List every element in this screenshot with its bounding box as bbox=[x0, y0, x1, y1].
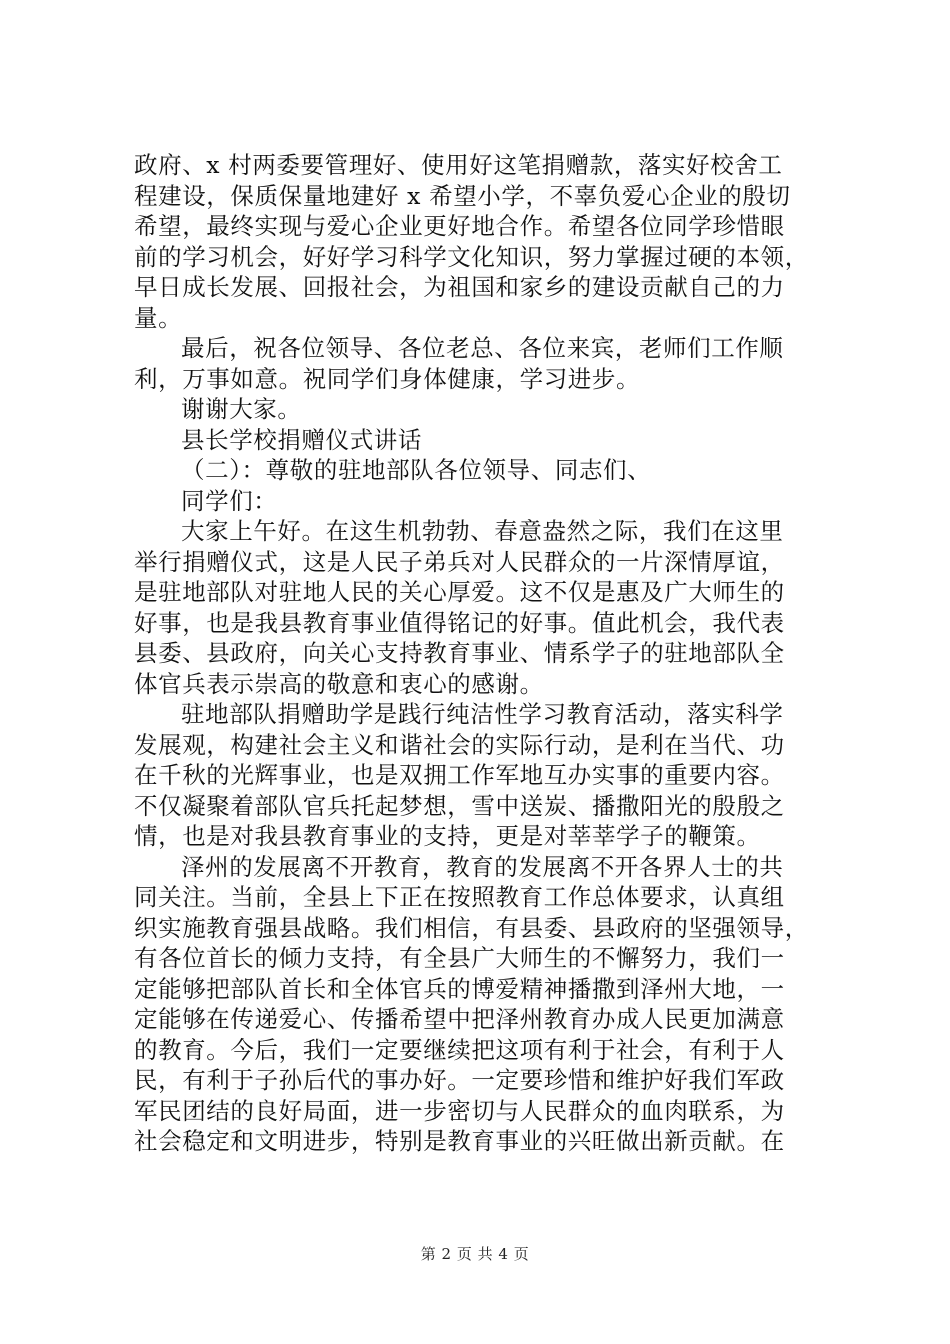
text-line: 好事，也是我县教育事业值得铭记的好事。值此机会，我代表 bbox=[134, 608, 785, 637]
text-line: 利，万事如意。祝同学们身体健康，学习进步。 bbox=[134, 364, 641, 393]
text-line: 在千秋的光辉事业，也是双拥工作军地互办实事的重要内容。 bbox=[134, 761, 785, 789]
text-line: 体官兵表示崇高的敬意和衷心的感谢。 bbox=[134, 669, 544, 698]
text-line: 织实施教育强县战略。我们相信，有县委、县政府的坚强领导， bbox=[134, 913, 809, 942]
document-body bbox=[134, 150, 834, 1157]
text-line: 军民团结的良好局面，进一步密切与人民群众的血肉联系，为 bbox=[134, 1096, 785, 1125]
text-line: 量。 bbox=[134, 303, 183, 332]
text-line: 定能够把部队首长和全体官兵的博爱精神播撒到泽州大地，一 bbox=[134, 974, 785, 1003]
text-line: 的教育。今后，我们一定要继续把这项有利于社会，有利于人 bbox=[134, 1035, 785, 1064]
text-line: 定能够在传递爱心、传播希望中把泽州教育办成人民更加满意 bbox=[134, 1005, 785, 1033]
text-line: 同关注。当前，全县上下正在按照教育工作总体要求，认真组 bbox=[134, 883, 785, 911]
text-line: 社会稳定和文明进步，特别是教育事业的兴旺做出新贡献。在 bbox=[134, 1127, 785, 1155]
paragraph-start-line: 大家上午好。在这生机勃勃、春意盎然之际，我们在这里 bbox=[181, 517, 784, 545]
text-line: 前的学习机会，好好学习科学文化知识，努力掌握过硬的本领， bbox=[134, 242, 809, 271]
text-line: 是驻地部队对驻地人民的关心厚爱。这不仅是惠及广大师生的 bbox=[134, 578, 785, 606]
salutation-line: 同学们： bbox=[181, 486, 278, 515]
text-line: 政府、x 村两委要管理好、使用好这笔捐赠款，落实好校舍工 bbox=[134, 151, 783, 179]
paragraph-start-line: 谢谢大家。 bbox=[181, 395, 302, 423]
text-line: 发展观，构建社会主义和谐社会的实际行动，是利在当代、功 bbox=[134, 730, 785, 759]
paragraph-start-line: 泽州的发展离不开教育，教育的发展离不开各界人士的共 bbox=[181, 852, 784, 881]
salutation-line: （二）：尊敬的驻地部队各位领导、同志们、 bbox=[181, 456, 652, 484]
paragraph-start-line: 驻地部队捐赠助学是践行纯洁性学习教育活动，落实科学 bbox=[181, 700, 784, 728]
text-line: 举行捐赠仪式，这是人民子弟兵对人民群众的一片深情厚谊， bbox=[134, 547, 785, 576]
page-number-footer: 第 2 页 共 4 页 bbox=[420, 1245, 530, 1263]
text-line: 民，有利于子孙后代的事办好。一定要珍惜和维护好我们军政 bbox=[134, 1066, 785, 1094]
text-line: 情，也是对我县教育事业的支持，更是对莘莘学子的鞭策。 bbox=[134, 822, 761, 850]
paragraph-start-line: 最后，祝各位领导、各位老总、各位来宾，老师们工作顺 bbox=[181, 334, 784, 362]
text-line: 不仅凝聚着部队官兵托起梦想，雪中送炭、播撒阳光的殷殷之 bbox=[134, 791, 785, 820]
text-line: 希望，最终实现与爱心企业更好地合作。希望各位同学珍惜眼 bbox=[134, 212, 785, 240]
text-line: 程建设，保质保量地建好 x 希望小学，不辜负爱心企业的殷切 bbox=[134, 181, 791, 210]
text-line: 县委、县政府，向关心支持教育事业、情系学子的驻地部队全 bbox=[134, 639, 785, 667]
text-line: 有各位首长的倾力支持，有全县广大师生的不懈努力，我们一 bbox=[134, 944, 785, 972]
text-line: 早日成长发展、回报社会，为祖国和家乡的建设贡献自己的力 bbox=[134, 273, 785, 301]
section-title: 县长学校捐赠仪式讲话 bbox=[181, 425, 422, 454]
